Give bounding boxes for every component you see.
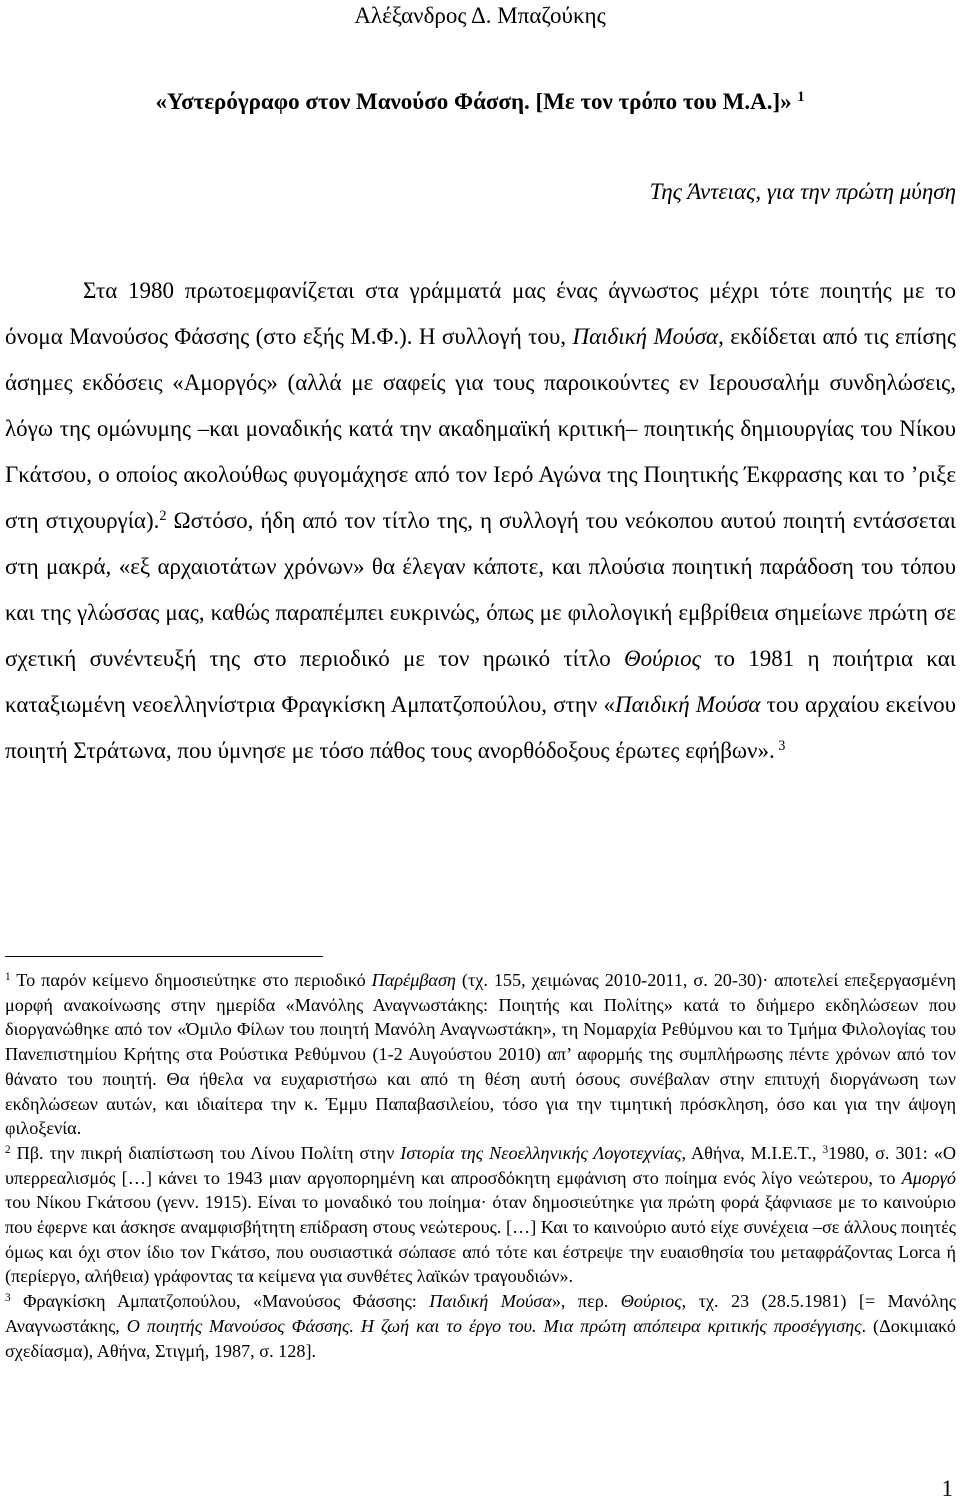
footnote-italic: Αμοργό — [901, 1167, 956, 1188]
footnote-text: Φραγκίσκη Αμπατζοπούλου, «Μανούσος Φάσσης: — [10, 1291, 430, 1312]
footnote-1 — [5, 968, 956, 1141]
body-paragraph — [5, 268, 956, 774]
footnote-ref-2: 2 — [159, 508, 167, 525]
footnote-italic: Παιδική Μούσα — [429, 1291, 552, 1312]
footnote-text: 1980, σ. 301: «Ο υπερρεαλισμός […] κάνει το 1943 μιαν αργοπορημένη και απροσδόκητη εμφάνιση στο ποίημα ενός λίγο νεώτερου, το — [5, 1142, 956, 1188]
body-italic-title: Θούριος — [624, 646, 701, 671]
footnote-text: Το παρόν κείμενο δημοσιεύτηκε στο περιοδικό — [10, 970, 372, 990]
footnote-separator — [5, 956, 323, 957]
author-name: Αλέξανδρος Δ. Μπαζούκης — [354, 3, 606, 28]
body-italic-title: Παιδική Μούσα — [615, 692, 761, 717]
edition-number: 3 — [822, 1143, 829, 1156]
body-text: του αρχαίου εκείνου ποιητή Στράτωνα, που ύμνησε με τόσο πάθος τους ανορθόδοξους έρωτες εφήβων». — [5, 692, 956, 763]
footnote-text: , Αθήνα, Μ.Ι.Ε.Τ., — [681, 1142, 823, 1163]
article-title — [0, 86, 960, 118]
footnote-3 — [5, 1289, 956, 1363]
footnote-ref-1: 1 — [797, 89, 805, 106]
footnote-text: Πβ. την πικρή διαπίστωση του Λίνου Πολίτη στην — [10, 1142, 401, 1163]
footnote-text: (τχ. 155, χειμώνας 2010-2011, σ. 20-30)· αποτελεί επεξεργασμένη μορφή ανακοίνωσης στην ημερίδα «Μανόλης Αναγνωστάκης: Ποιητής και Πολίτης» κατά το διήμερο εκδηλώσεων που διοργανώθηκε από τον «Όμιλο Φίλων του ποιητή Μανόλη Αναγνωστάκη», τη Νομαρχία Ρεθύμνου και το Τμήμα Φιλολογίας του Πανεπιστημίου Κρήτης στα Ρούστικα Ρεθύμνου (1-2 Αυγούστου 2010) απ’ αφορμής της συμπλήρωσης πέντε χρόνων από τον θάνατο του ποιητή. Θα ήθελα να ευχαριστήσω και από τη θέση αυτή όσους συνέβαλαν στην επιτυχή διοργάνωση των εκδηλώσεων αυτών, και ιδιαίτερα την κ. Έμμυ Παπαβασιλείου, τόσο για την τιμητική πρόσκληση, όσο και για την άψογη φιλοξενία. — [5, 970, 956, 1139]
footnote-text: . (Δοκιμιακό σχεδίασμα), Αθήνα, Στιγμή, 1987, σ. 128]. — [5, 1315, 956, 1361]
footnote-italic: Ιστορία της Νεοελληνικής Λογοτεχνίας — [400, 1142, 682, 1163]
footnote-text: του Νίκου Γκάτσου (γενν. 1915). Είναι το μοναδικό του ποίημα· όταν δημοσιεύτηκε για πρώτη φορά ξάφνιασε με το καινούριο που έφερνε και άσκησε αναμφισβήτητη επίδραση στους νεώτερους. […] Και το καινούριο αυτό είχε συνέχεια –σε άλλους ποιητές όμως και όχι στον ίδιο τον Γκάτσο, που ουσιαστικά σώπασε από τότε και έστρεψε την ευαισθησία του μεταφράζοντας Lorca ή (περίεργο, αλήθεια) γράφοντας τα κείμενα για συνθέτες λαϊκών τραγουδιών». — [5, 1192, 956, 1287]
footnote-number: 1 — [5, 970, 11, 983]
page-number: 1 — [941, 1476, 953, 1501]
footnote-2 — [5, 1141, 956, 1289]
body-italic-title: Παιδική Μούσα — [572, 324, 719, 349]
body-text: Ωστόσο, ήδη από τον τίτλο της, η συλλογή του νεόκοπου αυτού ποιητή εντάσσεται στη μακρά, «εξ αρχαιοτάτων χρόνων» θα έλεγαν κάποτε, και πλούσια ποιητική παράδοση του τόπου και της γλώσσας μας, καθώς παραπέμπει ευκρινώς, όπως με φιλολογική εμβρίθεια σημείωνε πρώτη σε σχετική συνέντευξή της στο περιοδικό με τον ηρωικό τίτλο — [5, 508, 956, 671]
footnote-italic: Ο ποιητής Μανούσος Φάσσης. Η ζωή και το έργο του. Μια πρώτη απόπειρα κριτικής προσέγγισης — [126, 1315, 862, 1336]
footnote-ref-3: 3 — [774, 738, 786, 755]
footnote-text: », περ. — [551, 1291, 621, 1312]
footnote-italic: Παρέμβαση — [371, 970, 456, 990]
body-text: , εκδίδεται από τις επίσης άσημες εκδόσεις «Αμοργός» (αλλά με σαφείς για τους παροικούντες εν Ιερουσαλήμ συνδηλώσεις, λόγω της ομώνυμης –και μοναδικής κατά την ακαδημαϊκή κριτική– ποιητικής δημιουργίας του Νίκου Γκάτσου, ο οποίος ακολούθως φυγομάχησε από τον Ιερό Αγώνα της Ποιητικής Έκφρασης και το ’ριξε στη στιχουργία). — [5, 324, 956, 533]
footnote-number: 3 — [5, 1291, 11, 1304]
footnote-number: 2 — [5, 1143, 11, 1156]
body-text: Στα 1980 πρωτοεμφανίζεται στα γράμματά μας ένας άγνωστος μέχρι τότε ποιητής με το όνομα Μανούσος Φάσσης (στο εξής Μ.Φ.). Η συλλογή του, — [5, 278, 956, 349]
footnote-text: , τχ. 23 (28.5.1981) [= Μανόλης Αναγνωστάκης, — [5, 1291, 956, 1336]
footnotes — [5, 968, 956, 1363]
title-text: «Υστερόγραφο στον Μανούσο Φάσση. [Με τον τρόπο του Μ.Α.]» — [155, 89, 792, 114]
footnote-italic: Θούριος — [620, 1291, 682, 1312]
body-text: το 1981 η ποιήτρια και καταξιωμένη νεοελληνίστρια Φραγκίσκη Αμπατζοπούλου, στην « — [5, 646, 956, 717]
dedication: Της Άντειας, για την πρώτη μύηση — [649, 179, 956, 204]
